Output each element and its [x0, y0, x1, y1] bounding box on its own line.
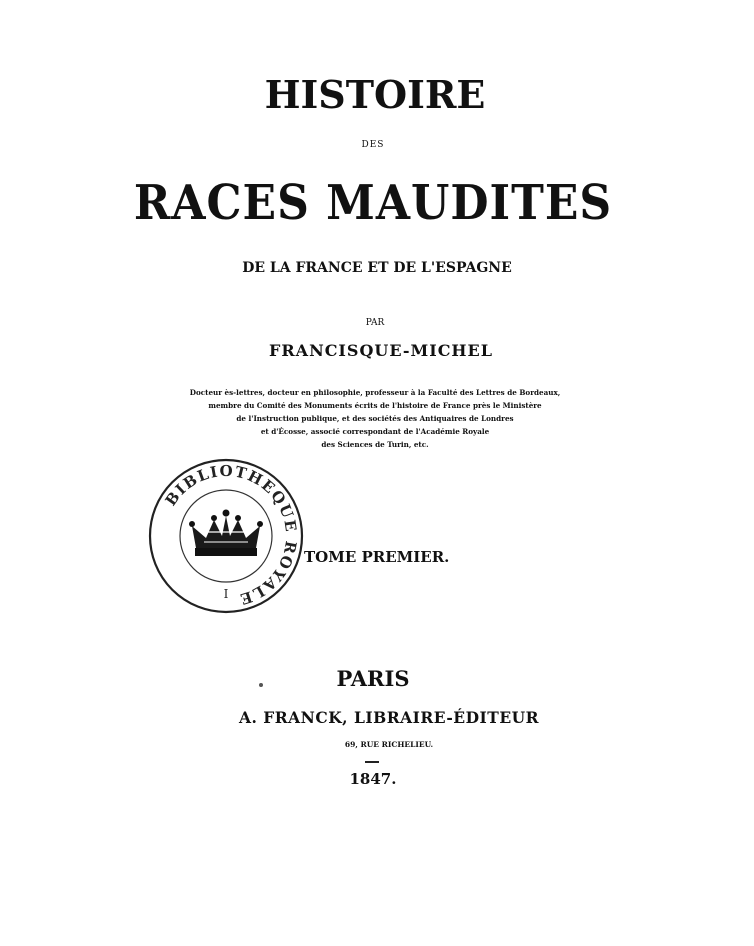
- library-stamp: [146, 456, 306, 616]
- imprint-city: PARIS: [336, 666, 410, 691]
- stamp-text: BIBLIOTHEQUE ROYALE: [161, 461, 301, 609]
- credit-line: membre du Comité des Monuments écrits de l'histoire de France près le Ministère: [208, 401, 542, 410]
- imprint-year: 1847.: [349, 770, 397, 788]
- author-name: FRANCISQUE-MICHEL: [269, 341, 493, 360]
- imprint-publisher: A. FRANCK, LIBRAIRE-ÉDITEUR: [238, 708, 540, 727]
- credit-line: et d'Écosse, associé correspondant de l'Académie Royale: [260, 427, 490, 436]
- credit-line: des Sciences de Turin, etc.: [321, 440, 429, 449]
- book-subtitle: DE LA FRANCE ET DE L'ESPAGNE: [242, 260, 512, 276]
- credit-line: Docteur ès-lettres, docteur en philosophie, professeur à la Faculté des Lettres de Bordeaux,: [189, 388, 561, 397]
- by-label: PAR: [365, 318, 385, 328]
- book-title-races-maudites: RACES MAUDITES: [133, 175, 613, 232]
- credit-line: de l'Instruction publique, et des sociétés des Antiquaires de Londres: [236, 414, 514, 423]
- author-credits: [140, 386, 610, 451]
- imprint-address: 69, RUE RICHELIEU.: [344, 740, 434, 749]
- book-title-des: DES: [361, 140, 385, 150]
- book-title-histoire: HISTOIRE: [264, 72, 486, 117]
- volume-label: TOME PREMIER.: [304, 548, 450, 566]
- stamp-mark: I: [223, 587, 229, 601]
- divider: [365, 761, 379, 763]
